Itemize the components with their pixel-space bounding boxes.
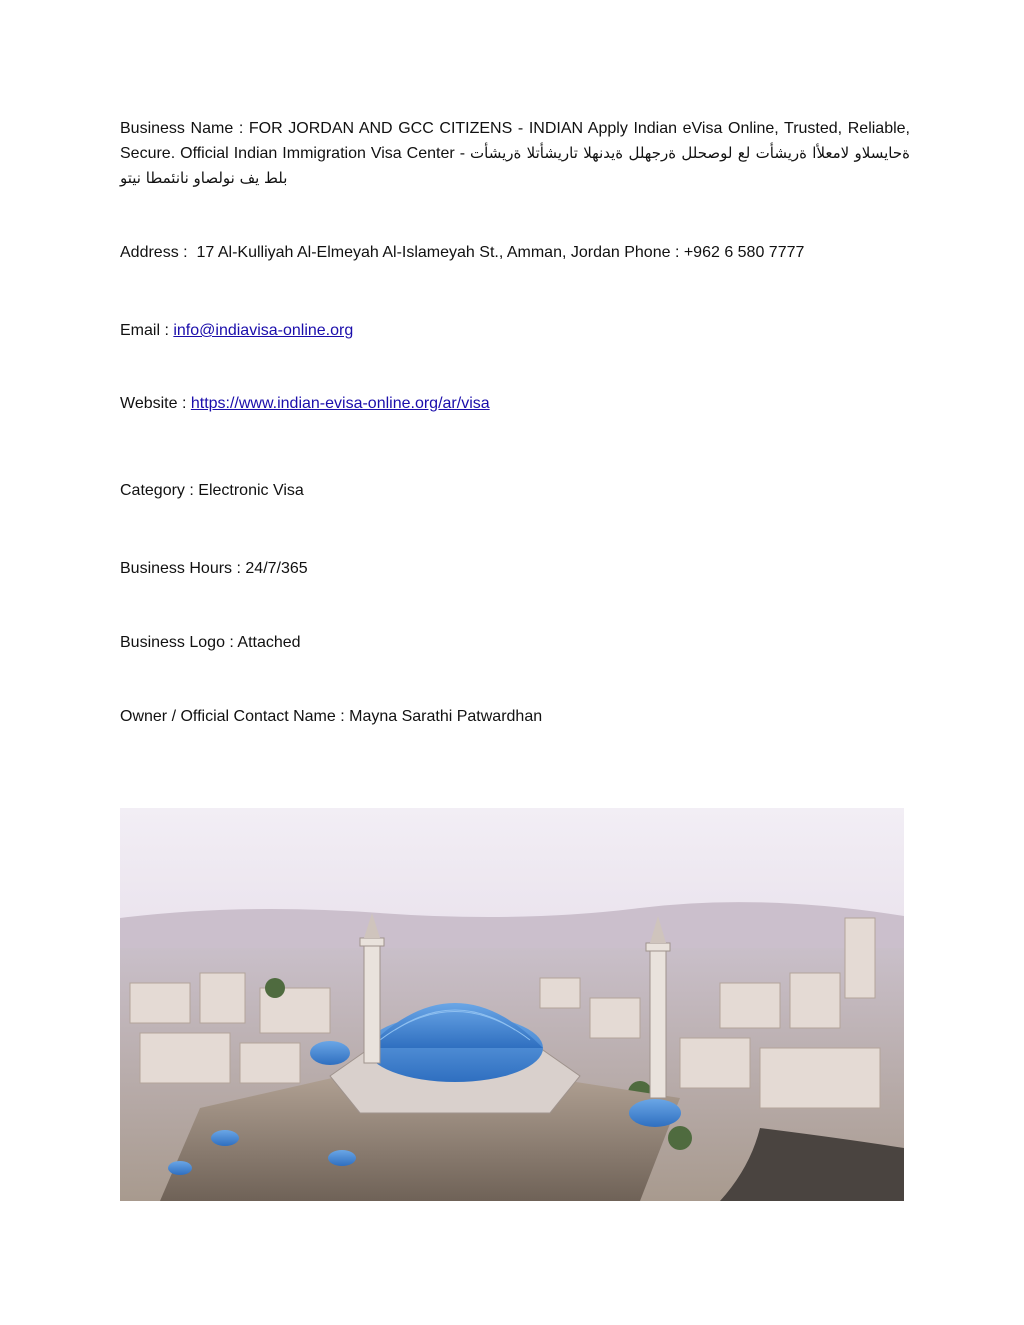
category-field <box>120 479 910 503</box>
website-field <box>120 392 910 416</box>
business-name-arabic: ةحايسلاو لامعلأا ةريشأت لع لوصحلل ةرجهلل ةيدنهلا تاريشأتلا ةريشأت بلط يف نولصاو نانئمطا نيتو <box>120 144 910 187</box>
owner-label: Owner / Official Contact Name : <box>120 708 350 725</box>
category-label: Category : <box>120 482 199 499</box>
category-value: Electronic Visa <box>198 482 304 499</box>
business-hours-label: Business Hours : <box>120 560 246 577</box>
owner-value: Mayna Sarathi Patwardhan <box>349 708 543 725</box>
business-logo-value: Attached <box>237 634 301 651</box>
website-label: Website : <box>120 395 191 412</box>
business-hours-field <box>120 557 910 581</box>
address-label: Address : <box>120 244 193 261</box>
business-logo-field <box>120 631 910 655</box>
business-name-label: Business Name : <box>120 120 249 137</box>
email-label: Email : <box>120 322 174 339</box>
email-link[interactable]: info@indiavisa-online.org <box>173 322 354 339</box>
website-link[interactable]: https://www.indian-evisa-online.org/ar/visa <box>190 395 490 412</box>
address-field <box>120 241 910 265</box>
mosque-photo <box>120 808 904 1201</box>
mosque-photo-illustration <box>120 808 904 1201</box>
business-name-field <box>120 117 915 191</box>
business-hours-value: 24/7/365 <box>245 560 308 577</box>
address-value: 17 Al-Kulliyah Al-Elmeyah Al-Islameyah St., Amman, Jordan Phone : +962 6 580 7777 <box>192 244 805 261</box>
business-logo-label: Business Logo : <box>120 634 238 651</box>
email-field <box>120 319 910 343</box>
owner-field <box>120 705 910 729</box>
business-name-value: FOR JORDAN AND GCC CITIZENS - INDIAN Apply Indian eVisa Online, Trusted, Reliable, Secure. Official Indian Immigration Visa Center - <box>120 120 915 162</box>
